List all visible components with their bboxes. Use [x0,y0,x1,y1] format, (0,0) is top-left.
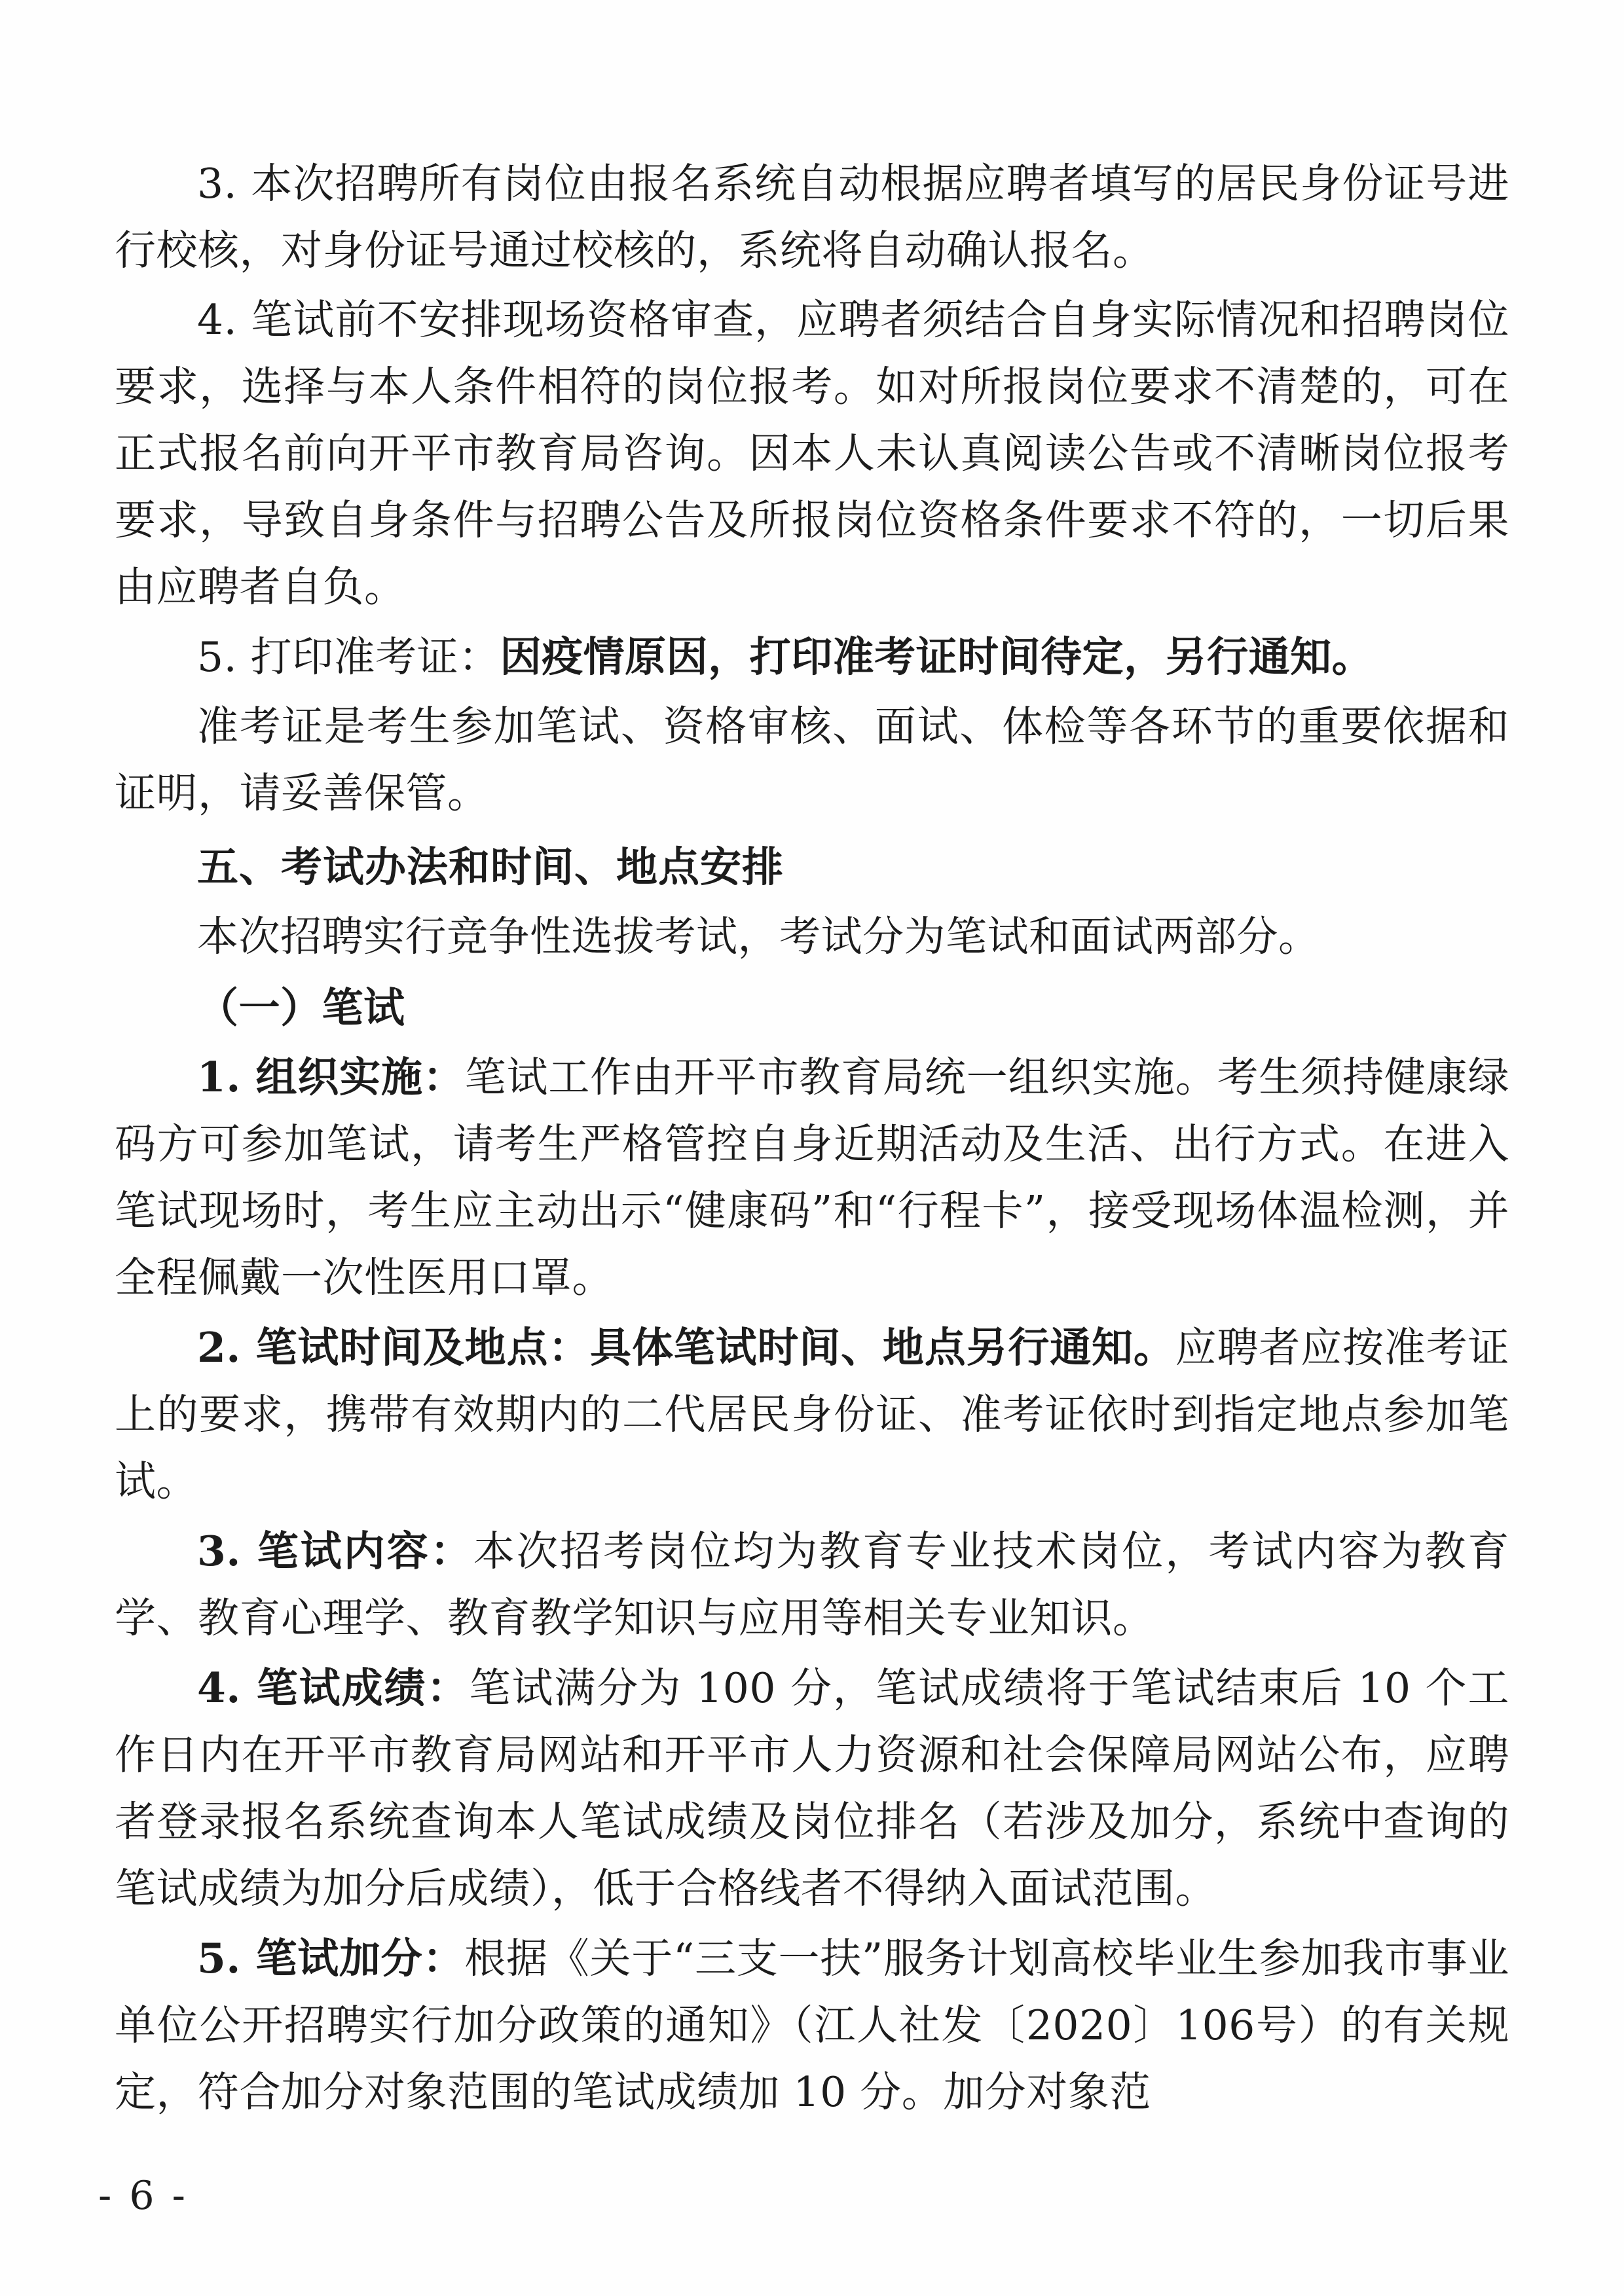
page-number: - 6 - [98,2173,188,2219]
paragraph-organization [115,1044,1509,1311]
paragraph-organization-rest: 笔试工作由开平市教育局统一组织实施。考生须持健康绿码方可参加笔试，请考生严格管控自身近期活动及生活、出行方式。在进入笔试现场时，考生应主动出示“健康码”和“行程卡”，接受现场体温检测，并全程佩戴一次性医用口罩。 [115,1053,1510,1302]
paragraph-exam-score-rest: 笔试满分为 100 分，笔试成绩将于笔试结束后 10 个工作日内在开平市教育局网站和开平市人力资源和社会保障局网站公布，应聘者登录报名系统查询本人笔试成绩及岗位排名（若涉及加分，系统中查询的笔试成绩为加分后成绩），低于合格线者不得纳入面试范围。 [115,1664,1510,1913]
paragraph-exam-overview: 本次招聘实行竞争性选拔考试，考试分为笔试和面试两部分。 [197,912,1320,960]
section-heading-five: 五、考试办法和时间、地点安排 [197,843,784,892]
paragraph-exam-content-rest: 本次招考岗位均为教育专业技术岗位，考试内容为教育学、教育心理学、教育教学知识与应用等相关专业知识。 [115,1527,1510,1642]
paragraph-time-place-lead: 2. 笔试时间及地点： [197,1322,591,1372]
paragraph-exam-content-lead: 3. 笔试内容： [197,1526,473,1575]
paragraph-exam-content [115,1518,1509,1652]
paragraph-item-4: 4. 笔试前不安排现场资格审查，应聘者须结合自身实际情况和招聘岗位要求，选择与本人条件相符的岗位报考。如对所报岗位要求不清楚的，可在正式报名前向开平市教育局咨询。因本人未认真阅读公告或不清晰岗位报考要求，导致自身条件与招聘公告及所报岗位资格条件要求不符的，一切后果由应聘者自负。 [115,296,1509,611]
paragraph-exam-bonus-rest: 根据《关于“三支一扶”服务计划高校毕业生参加我市事业单位公开招聘实行加分政策的通知》（江人社发〔2020〕106号）的有关规定，符合加分对象范围的笔试成绩加 10 分。加分对象范 [115,1935,1509,2117]
paragraph-organization-lead: 1. 组织实施： [197,1052,465,1101]
paragraph-exam-bonus [115,1925,1509,2126]
paragraph-item-3: 3. 本次招聘所有岗位由报名系统自动根据应聘者填写的居民身份证号进行校核，对身份证号通过校核的，系统将自动确认报名。 [115,160,1509,275]
paragraph-exam-bonus-lead: 5. 笔试加分： [197,1934,465,1983]
paragraph-exam-score [115,1654,1509,1922]
paragraph-item-5-bold: 因疫情原因，打印准考证时间待定，另行通知。 [500,632,1374,682]
paragraph-item-5-plain: 5. 打印准考证： [197,633,500,682]
subsection-heading-written-exam: （一）笔试 [197,983,405,1032]
paragraph-time-place [115,1314,1509,1515]
paragraph-time-place-rest: 应聘者应按准考证上的要求，携带有效期内的二代居民身份证、准考证依时到指定地点参加笔试。 [115,1323,1510,1505]
page-bottom-rule [85,2269,1539,2270]
paragraph-time-place-emphasis: 具体笔试时间、地点另行通知。 [590,1322,1175,1372]
document-body [115,151,1509,2126]
paragraph-exam-score-lead: 4. 笔试成绩： [197,1664,470,1713]
paragraph-item-5 [115,623,1509,691]
paragraph-item-5-note: 准考证是考生参加笔试、资格审核、面试、体检等各环节的重要依据和证明，请妥善保管。 [115,702,1509,818]
